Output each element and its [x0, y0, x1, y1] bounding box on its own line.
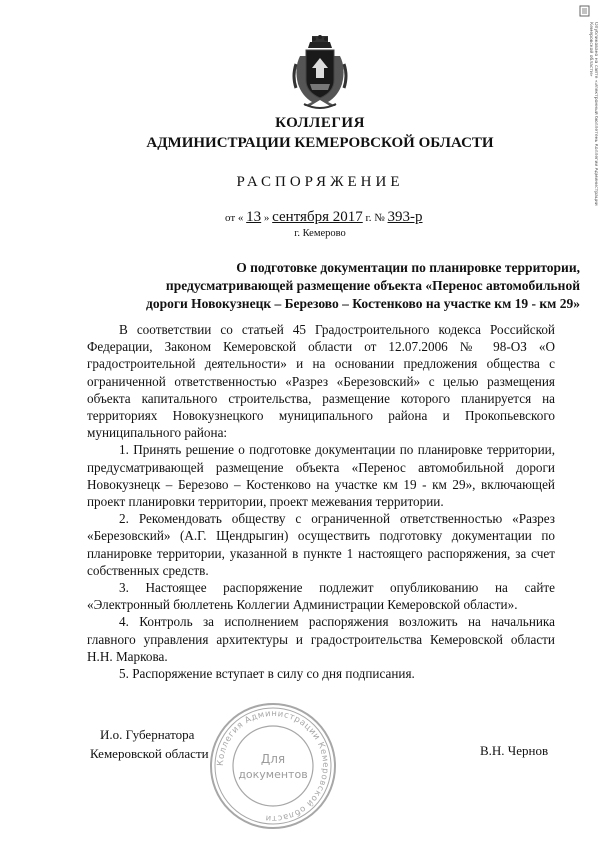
stamp-center-line2: документов	[238, 768, 308, 781]
date-day: 13	[246, 209, 262, 225]
title-line-2: предусматривающей размещение объекта «Перенос автомобильной	[165, 278, 580, 293]
document-body	[87, 321, 555, 682]
title-line-1: О подготовке документации по планировке территории,	[236, 260, 580, 275]
signatory-title	[90, 725, 209, 763]
body-preamble: В соответствии со статьей 45 Градостроительного кодекса Российской Федерации, Законом Кемеровской области от 12.07.2006 № 98-ОЗ «О градостроительной деятельности» и на основании предложения общества с ограниченной ответственностью «Разрез «Березовский» с целью размещения объекта капитального строительства, размещение которого планируется на территориях Новокузнецкого муниципального района и Прокопьевского муниципального района:	[87, 322, 555, 441]
body-item-1: 1. Принять решение о подготовке документации по планировке территории, предусматривающей размещение объекта «Перенос автомобильной дороги Новокузнецк – Березово – Костенково на участке км 19 - км 29», включающей проект планировки территории, проект межевания территории.	[87, 442, 555, 510]
document-icon	[579, 5, 591, 17]
title-line-3: дороги Новокузнецк – Березово – Костенково на участке км 19 - км 29»	[146, 296, 580, 311]
document-city: г. Кемерово	[294, 228, 346, 239]
coat-of-arms-emblem	[290, 34, 350, 112]
date-year-suffix: г.	[365, 212, 372, 224]
date-prefix: от «	[225, 212, 244, 224]
document-number: 393-р	[387, 209, 423, 225]
body-item-2: 2. Рекомендовать обществу с ограниченной ответственностью «Разрез «Березовский» (А.Г. Щендрыгин) осуществить подготовку документации по планировке территории, указанной в пункте 1 настоящего распоряжения, за счет собственных средств.	[87, 511, 555, 578]
signatory-name: В.Н. Чернов	[480, 743, 549, 758]
body-item-5: 5. Распоряжение вступает в силу со дня подписания.	[119, 666, 415, 682]
date-month-year: сентября 2017	[272, 209, 363, 225]
stamp-ring-text: Коллегия Администрации Кемеровской области	[215, 708, 331, 824]
signatory-title-line2: Кемеровской области	[90, 746, 209, 761]
org-title-line2: АДМИНИСТРАЦИИ КЕМЕРОВСКОЙ ОБЛАСТИ	[146, 135, 494, 151]
date-sep: »	[263, 212, 270, 224]
stamp-center-line1: Для	[260, 752, 286, 766]
body-item-4: 4. Контроль за исполнением распоряжения возложить на начальника главного управления архитектуры и градостроительства Кемеровской области Н.Н. Маркова.	[87, 614, 555, 664]
body-item-3: 3. Настоящее распоряжение подлежит опубликованию на сайте «Электронный бюллетень Коллегии Администрации Кемеровской области».	[87, 580, 555, 613]
signatory-title-line1: И.о. Губернатора	[100, 727, 195, 742]
official-stamp	[207, 700, 339, 832]
document-dateline	[225, 209, 423, 226]
org-title-line1: КОЛЛЕГИЯ	[275, 115, 365, 131]
publication-note: Опубликовано на сайте «Электронный бюллетень Коллегии Администрации Кемеровской области»	[588, 22, 598, 206]
number-sign: №	[374, 212, 385, 224]
document-type: РАСПОРЯЖЕНИЕ	[236, 174, 404, 190]
document-title	[90, 259, 580, 313]
